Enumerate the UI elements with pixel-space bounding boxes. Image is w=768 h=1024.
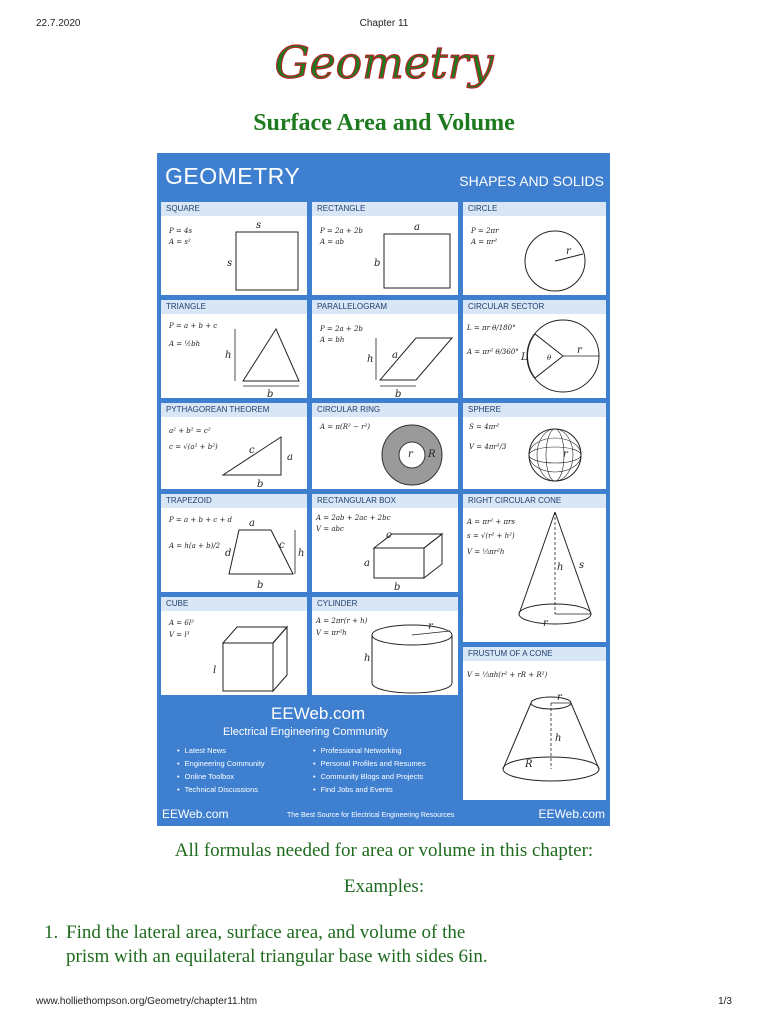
cell-rectangular-box bbox=[312, 494, 458, 592]
svg-text:A = 2πr(r + h): A = 2πr(r + h) bbox=[316, 617, 368, 625]
poster-footer-right: EEWeb.com bbox=[538, 807, 605, 821]
svg-text:h: h bbox=[555, 733, 562, 744]
svg-text:d: d bbox=[225, 548, 232, 559]
cell-title: CIRCULAR SECTOR bbox=[463, 300, 606, 314]
cell-title: RIGHT CIRCULAR CONE bbox=[463, 494, 606, 508]
svg-text:P = 2πr: P = 2πr bbox=[471, 227, 499, 235]
svg-text:s = √(r² + h²): s = √(r² + h²) bbox=[467, 532, 515, 540]
cell-title: PARALLELOGRAM bbox=[312, 300, 458, 314]
svg-text:S = 4πr²: S = 4πr² bbox=[469, 423, 500, 431]
example-number: 1. bbox=[44, 922, 59, 943]
svg-text:L: L bbox=[521, 352, 528, 363]
svg-text:r: r bbox=[566, 246, 571, 257]
svg-text:b: b bbox=[257, 479, 264, 489]
svg-text:A = πr²: A = πr² bbox=[471, 238, 498, 246]
header-title: Chapter 11 bbox=[359, 18, 409, 29]
svg-text:V = abc: V = abc bbox=[316, 525, 344, 533]
cell-title: CIRCLE bbox=[463, 202, 606, 216]
header-date: 22.7.2020 bbox=[36, 18, 81, 29]
svg-text:c: c bbox=[249, 445, 255, 456]
svg-text:a: a bbox=[364, 558, 370, 569]
svg-text:A = ab: A = ab bbox=[320, 238, 345, 246]
cell-title: SQUARE bbox=[161, 202, 307, 216]
formulas-text: All formulas needed for area or volume in this chapter: bbox=[174, 840, 594, 861]
svg-text:A = s²: A = s² bbox=[169, 238, 191, 246]
cell-sphere bbox=[463, 403, 606, 489]
eeweb-name: EEWeb.com bbox=[271, 704, 366, 723]
cell-pythagorean bbox=[161, 403, 307, 489]
svg-text:r: r bbox=[563, 449, 568, 460]
svg-text:A = 2ab + 2ac + 2bc: A = 2ab + 2ac + 2bc bbox=[316, 514, 391, 522]
cell-circular-ring bbox=[312, 403, 458, 489]
cell-title: RECTANGLE bbox=[312, 202, 458, 216]
svg-text:P = a + b + c: P = a + b + c bbox=[169, 322, 218, 330]
cell-title: CUBE bbox=[161, 597, 307, 611]
poster-header bbox=[157, 153, 610, 203]
eeweb-item: • Professional Networking bbox=[313, 746, 402, 755]
cell-title: RECTANGULAR BOX bbox=[312, 494, 458, 508]
svg-text:A = π(R² − r²): A = π(R² − r²) bbox=[320, 423, 370, 431]
svg-text:a² + b² = c²: a² + b² = c² bbox=[169, 427, 211, 435]
svg-text:V = ⅓πr²h: V = ⅓πr²h bbox=[467, 548, 505, 556]
svg-text:a: a bbox=[414, 222, 420, 233]
cell-title: FRUSTUM OF A CONE bbox=[463, 647, 606, 661]
svg-text:b: b bbox=[267, 389, 274, 398]
svg-text:R: R bbox=[428, 449, 436, 460]
cell-title: SPHERE bbox=[463, 403, 606, 417]
poster-footer bbox=[157, 804, 610, 826]
svg-text:V = l³: V = l³ bbox=[169, 631, 190, 639]
page-subtitle: Surface Area and Volume bbox=[253, 110, 515, 136]
svg-text:A = πr² θ/360°: A = πr² θ/360° bbox=[467, 348, 519, 356]
eeweb-item: • Latest News bbox=[177, 746, 226, 755]
cell-trapezoid bbox=[161, 494, 307, 592]
svg-text:θ: θ bbox=[547, 354, 552, 362]
svg-text:A = ½bh: A = ½bh bbox=[169, 340, 201, 348]
svg-text:r: r bbox=[577, 345, 582, 356]
cell-right-circular-cone bbox=[463, 494, 606, 642]
eeweb-item: • Online Toolbox bbox=[177, 772, 234, 781]
cell-title: CIRCULAR RING bbox=[312, 403, 458, 417]
svg-text:l: l bbox=[213, 665, 217, 676]
eeweb-item: • Personal Profiles and Resumes bbox=[313, 759, 426, 768]
svg-text:A = bh: A = bh bbox=[320, 336, 345, 344]
svg-text:L = πr θ/180°: L = πr θ/180° bbox=[467, 324, 516, 332]
svg-text:b: b bbox=[257, 580, 264, 591]
svg-text:r: r bbox=[408, 449, 413, 460]
svg-text:Geometry: Geometry bbox=[274, 38, 494, 89]
cell-cube bbox=[161, 597, 307, 695]
svg-text:r: r bbox=[428, 621, 433, 632]
cell-triangle bbox=[161, 300, 307, 398]
cell-title: CYLINDER bbox=[312, 597, 458, 611]
eeweb-tagline: Electrical Engineering Community bbox=[223, 726, 389, 738]
cell-title: TRIANGLE bbox=[161, 300, 307, 314]
svg-text:V = πr²h: V = πr²h bbox=[316, 629, 347, 637]
formula-poster bbox=[157, 153, 610, 826]
svg-text:a: a bbox=[287, 452, 293, 463]
example-text-line-1: Find the lateral area, surface area, and volume of the bbox=[66, 922, 466, 943]
poster-title: GEOMETRY bbox=[165, 163, 301, 189]
svg-text:h: h bbox=[367, 354, 374, 365]
cell-title: TRAPEZOID bbox=[161, 494, 307, 508]
svg-text:P = 2a + 2b: P = 2a + 2b bbox=[320, 325, 363, 333]
svg-text:A = h(a + b)/2: A = h(a + b)/2 bbox=[169, 542, 221, 550]
footer-page-number: 1/3 bbox=[718, 996, 732, 1007]
eeweb-item: • Find Jobs and Events bbox=[313, 785, 393, 794]
cell-parallelogram bbox=[312, 300, 458, 398]
cell-frustum bbox=[463, 647, 606, 800]
cell-square bbox=[161, 202, 307, 295]
svg-text:h: h bbox=[364, 653, 371, 664]
svg-text:s: s bbox=[256, 220, 262, 231]
svg-text:h: h bbox=[557, 562, 564, 573]
poster-footer-center: The Best Source for Electrical Engineering Resources bbox=[287, 812, 455, 819]
example-text-line-2: prism with an equilateral triangular base with sides 6in. bbox=[66, 946, 488, 967]
cell-circular-sector bbox=[463, 300, 606, 398]
svg-text:r: r bbox=[543, 618, 548, 629]
svg-text:r: r bbox=[557, 692, 562, 703]
svg-text:s: s bbox=[227, 258, 233, 269]
svg-text:b: b bbox=[374, 258, 381, 269]
cell-title: PYTHAGOREAN THEOREM bbox=[161, 403, 307, 417]
poster-subtitle: SHAPES AND SOLIDS bbox=[459, 173, 604, 189]
svg-text:V = ⅓πh(r² + rR + R²): V = ⅓πh(r² + rR + R²) bbox=[467, 671, 548, 679]
svg-text:P = 2a + 2b: P = 2a + 2b bbox=[320, 227, 363, 235]
svg-text:s: s bbox=[579, 560, 585, 571]
examples-heading: Examples: bbox=[343, 876, 425, 897]
svg-text:V = 4πr³/3: V = 4πr³/3 bbox=[469, 443, 507, 451]
svg-text:a: a bbox=[392, 350, 398, 361]
eeweb-promo bbox=[161, 700, 454, 800]
svg-text:A = 6l²: A = 6l² bbox=[169, 619, 194, 627]
svg-text:b: b bbox=[395, 389, 402, 398]
svg-text:A = πr² + πrs: A = πr² + πrs bbox=[467, 518, 515, 526]
cell-rectangle bbox=[312, 202, 458, 295]
eeweb-item: • Community Blogs and Projects bbox=[313, 772, 423, 781]
footer-url[interactable]: www.holliethompson.org/Geometry/chapter11.htm bbox=[36, 996, 258, 1007]
poster-footer-left: EEWeb.com bbox=[162, 807, 229, 821]
svg-text:a: a bbox=[249, 518, 255, 529]
svg-text:c: c bbox=[279, 540, 285, 551]
cell-circle bbox=[463, 202, 606, 295]
svg-text:b: b bbox=[394, 582, 401, 592]
eeweb-item: • Engineering Community bbox=[177, 759, 265, 768]
svg-text:h: h bbox=[225, 350, 232, 361]
svg-text:R: R bbox=[525, 759, 533, 770]
svg-text:h: h bbox=[298, 548, 305, 559]
svg-text:c = √(a² + b²): c = √(a² + b²) bbox=[169, 443, 218, 451]
svg-text:c: c bbox=[386, 530, 392, 541]
svg-text:P = 4s: P = 4s bbox=[169, 227, 193, 235]
eeweb-item: • Technical Discussions bbox=[177, 785, 258, 794]
geometry-logo bbox=[0, 30, 768, 100]
cell-cylinder bbox=[312, 597, 458, 695]
svg-text:P = a + b + c + d: P = a + b + c + d bbox=[169, 516, 233, 524]
